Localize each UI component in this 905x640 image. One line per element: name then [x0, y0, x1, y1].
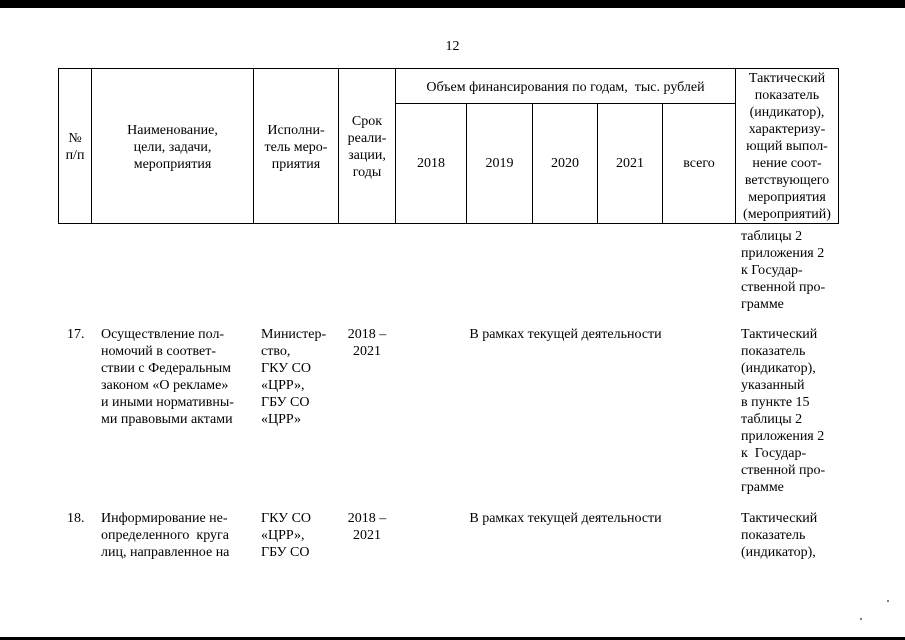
header-indicator-line-6: нение соот- — [752, 156, 822, 171]
header-name-line-3: мероприятия — [133, 157, 212, 172]
header-indicator-line-7: ветствующего — [744, 173, 830, 188]
row-17-indicator-line-3: (индикатор), — [741, 361, 816, 376]
scan-speck — [887, 600, 889, 602]
row-17-exec-line-2: ство, — [261, 344, 291, 359]
row-18-name-line-3: лиц, направленное на — [101, 545, 230, 560]
header-funding-title: Объем финансирования по годам, тыс. рублей — [426, 80, 705, 95]
header-term-line-4: годы — [352, 165, 382, 180]
header-year-2019: 2019 — [485, 156, 514, 171]
header-year-2018: 2018 — [417, 156, 445, 171]
row-17-indicator-line-7: приложения 2 — [741, 429, 825, 444]
row-17-name-line-1: Осуществление пол- — [101, 327, 225, 342]
row-18-indicator-line-1: Тактический — [741, 511, 818, 526]
row-18-name-line-2: определенного круга — [101, 528, 230, 543]
page-number: 12 — [445, 39, 460, 54]
row-17-exec-line-3: ГКУ СО — [261, 361, 312, 376]
row-18-indicator-line-2: показатель — [741, 528, 806, 543]
continuation-line-1: таблицы 2 — [741, 229, 803, 244]
row-17-indicator-line-10: грамме — [741, 480, 784, 495]
header-name-line-1: Наименование, — [127, 123, 218, 138]
row-18-name-line-1: Информирование не- — [101, 511, 228, 526]
header-term-line-3: зации, — [348, 148, 386, 163]
row-18-term-line-1: 2018 – — [347, 511, 387, 526]
header-indicator-line-3: (индикатор), — [749, 105, 825, 120]
header-name-line-2: цели, задачи, — [133, 140, 212, 155]
row-18-funding: В рамках текущей деятельности — [469, 511, 662, 526]
header-exec-line-3: приятия — [271, 157, 321, 172]
continuation-line-2: приложения 2 — [741, 246, 825, 261]
row-17-exec-line-6: «ЦРР» — [261, 412, 302, 427]
row-17-indicator-line-8: к Государ- — [741, 446, 807, 461]
row-18-indicator-line-3: (индикатор), — [741, 545, 816, 560]
row-17-name-line-6: ми правовыми актами — [101, 412, 233, 427]
header-exec-line-1: Исполни- — [267, 123, 325, 138]
header-year-2021: 2021 — [616, 156, 644, 171]
row-17-name-line-2: номочий в соответ- — [101, 344, 217, 359]
row-18-num: 18. — [67, 511, 85, 526]
row-17-exec-line-5: ГБУ СО — [261, 395, 310, 410]
header-term-line-1: Срок — [351, 114, 383, 129]
header-year-total: всего — [683, 156, 715, 171]
scan-speck — [860, 618, 862, 620]
row-18-exec-line-2: «ЦРР», — [261, 528, 305, 543]
row-17-name-line-4: законом «О рекламе» — [101, 378, 229, 393]
header-term-line-2: реали- — [347, 131, 387, 146]
row-18-term-line-2: 2021 — [353, 528, 381, 543]
header-indicator-line-9: (мероприятий) — [743, 207, 831, 222]
header-indicator-line-5: ющий выпол- — [746, 139, 828, 154]
row-17-indicator-line-1: Тактический — [741, 327, 818, 342]
continuation-line-3: к Государ- — [741, 263, 803, 278]
row-17-indicator-line-9: ственной про- — [741, 463, 826, 478]
row-17-indicator-line-4: указанный — [741, 378, 805, 393]
row-17-indicator-line-2: показатель — [741, 344, 806, 359]
row-18-exec-line-1: ГКУ СО — [261, 511, 312, 526]
row-17-exec-line-1: Министер- — [261, 327, 327, 342]
scan-top-border — [0, 0, 905, 8]
continuation-line-4: ственной про- — [741, 280, 826, 295]
row-17-num: 17. — [67, 327, 85, 342]
header-indicator-line-8: мероприятия — [748, 190, 826, 205]
row-17-indicator-line-5: в пункте 15 — [741, 395, 810, 410]
row-18-exec-line-3: ГБУ СО — [261, 545, 310, 560]
row-17-name-line-3: ствии с Федеральным — [101, 361, 232, 376]
header-exec-line-2: тель меро- — [264, 140, 328, 155]
header-indicator-line-2: показатель — [754, 88, 820, 103]
header-indicator-line-4: характеризу- — [748, 122, 826, 137]
row-17-indicator-line-6: таблицы 2 — [741, 412, 803, 427]
row-17-term-line-1: 2018 – — [347, 327, 387, 342]
header-num-line-1: № — [68, 131, 82, 146]
row-17-term-line-2: 2021 — [353, 344, 381, 359]
row-17-exec-line-4: «ЦРР», — [261, 378, 305, 393]
header-num-line-2: п/п — [65, 148, 85, 163]
header-year-2020: 2020 — [551, 156, 579, 171]
header-indicator-line-1: Тактический — [748, 71, 826, 86]
row-17-funding: В рамках текущей деятельности — [469, 327, 662, 342]
row-17-name-line-5: и иными нормативны- — [101, 395, 234, 410]
continuation-line-5: грамме — [741, 297, 784, 312]
